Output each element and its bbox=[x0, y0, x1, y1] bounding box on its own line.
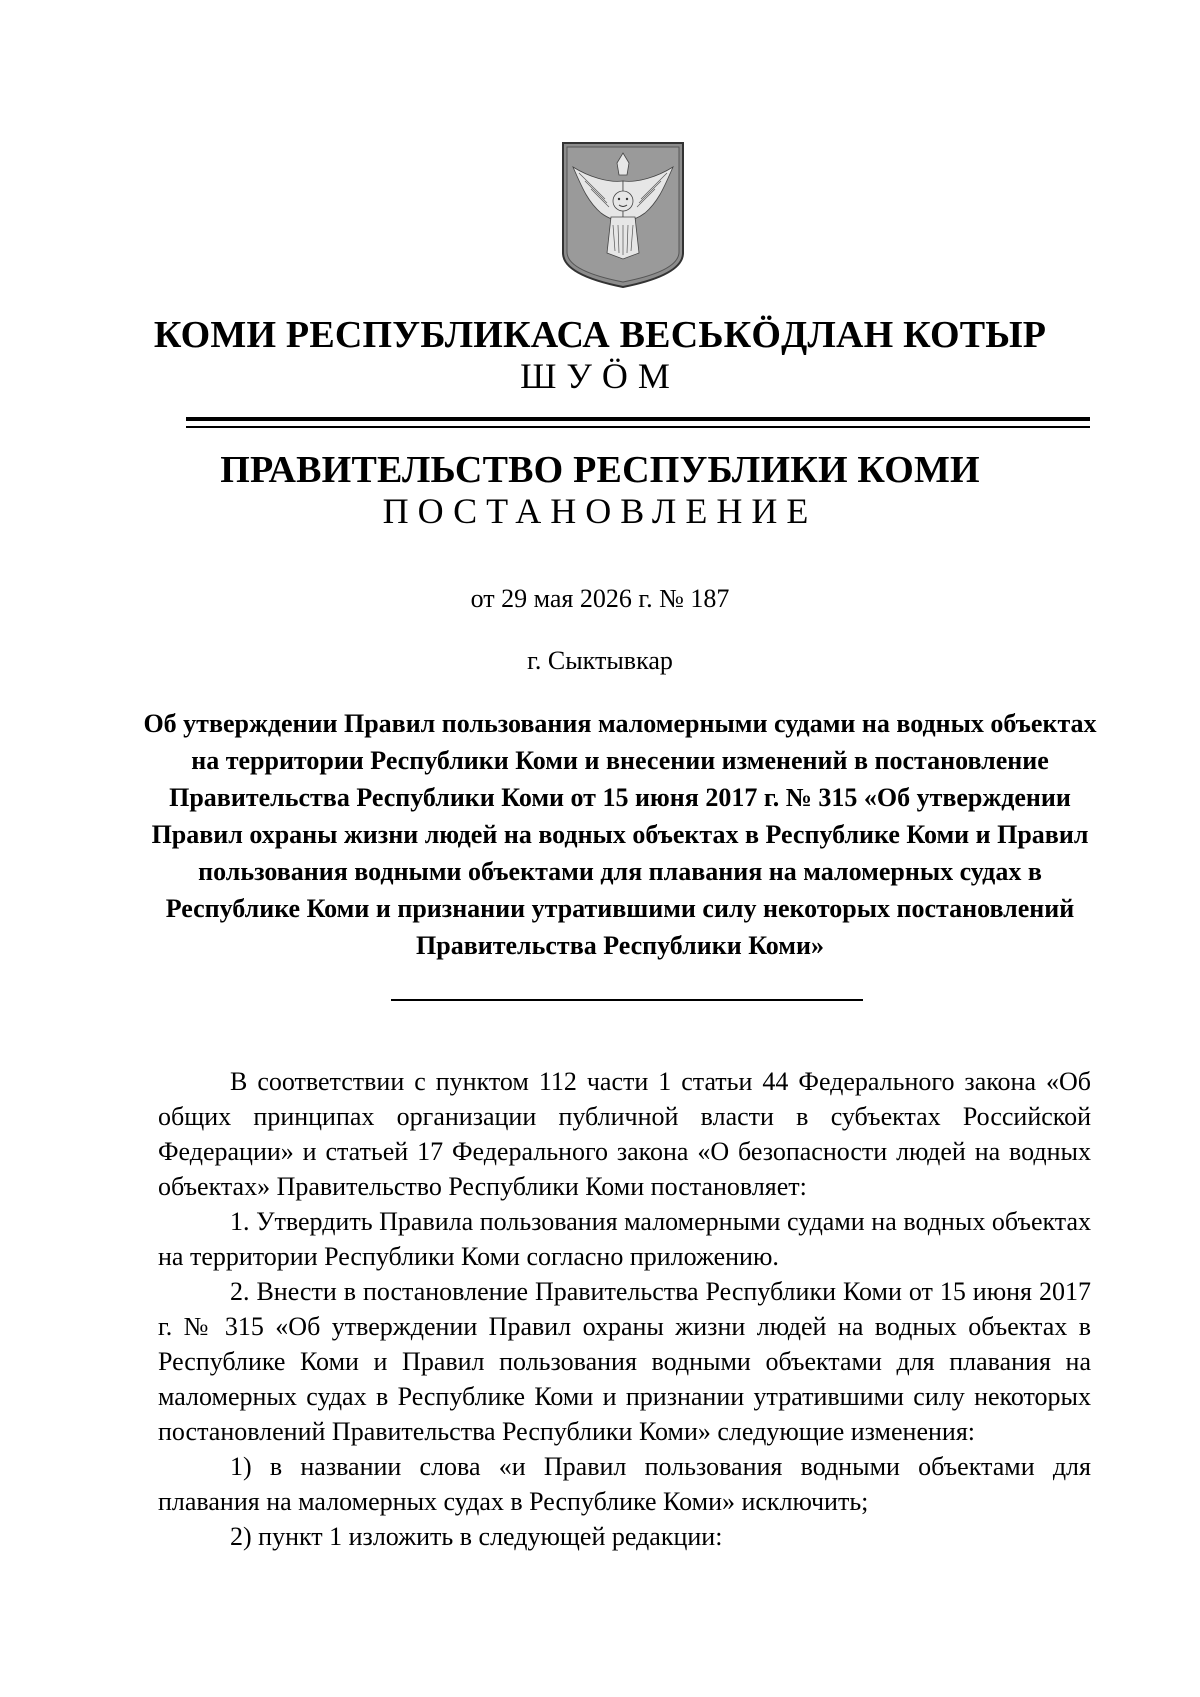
coat-of-arms-icon bbox=[561, 141, 685, 289]
body-paragraph-subitem-1: 1) в названии слова «и Правил пользования водными объектами для плавания на маломерных судах в Республике Коми» исключить; bbox=[158, 1452, 1091, 1516]
document-city: г. Сыктывкар bbox=[527, 646, 673, 675]
title-underline bbox=[391, 999, 863, 1001]
komi-government-title: КОМИ РЕСПУБЛИКАСА ВЕСЬКӦДЛАН КОТЫР bbox=[153, 314, 1047, 356]
document-date-number: от 29 мая 2026 г. № 187 bbox=[470, 584, 730, 613]
body-paragraph-subitem-2: 2) пункт 1 изложить в следующей редакции: bbox=[230, 1522, 723, 1551]
komi-document-type: ШУӦМ bbox=[520, 356, 680, 396]
header-divider-thin bbox=[186, 426, 1090, 428]
body-paragraph-item-2: 2. Внести в постановление Правительства Республики Коми от 15 июня 2017 г. № 315 «Об утверждении Правил охраны жизни людей на водных объектах в Республике Коми и Правил пользования водными объектами для плавания на маломерных судах в Республике Коми и признании утратившими силу некоторых постановлений Правительства Республики Коми» следующие изменения: bbox=[158, 1277, 1091, 1446]
body-paragraph-preamble: В соответствии с пунктом 112 части 1 статьи 44 Федерального закона «Об общих принципах организации публичной власти в субъектах Российской Федерации» и статьей 17 Федерального закона «О безопасности людей на водных объектах» Правительство Республики Коми постановляет: bbox=[158, 1067, 1091, 1201]
document-body bbox=[158, 1064, 1091, 1554]
header-divider-thick bbox=[186, 417, 1090, 421]
russian-government-title: ПРАВИТЕЛЬСТВО РЕСПУБЛИКИ КОМИ bbox=[220, 449, 980, 491]
russian-document-type: ПОСТАНОВЛЕНИЕ bbox=[382, 491, 818, 531]
body-paragraph-item-1: 1. Утвердить Правила пользования маломерными судами на водных объектах на территории Республики Коми согласно приложению. bbox=[158, 1207, 1091, 1271]
document-title: Об утверждении Правил пользования маломерными судами на водных объектах на территории Республики Коми и внесении изменений в постановление Правительства Республики Коми от 15 июня 2017 г. № 315 «Об утверждении Правил охраны жизни людей на водных объектах в Республике Коми и Правил пользования водными объектами для плавания на маломерных судах в Республике Коми и признании утратившими силу некоторых постановлений Правительства Республики Коми» bbox=[143, 709, 1097, 960]
